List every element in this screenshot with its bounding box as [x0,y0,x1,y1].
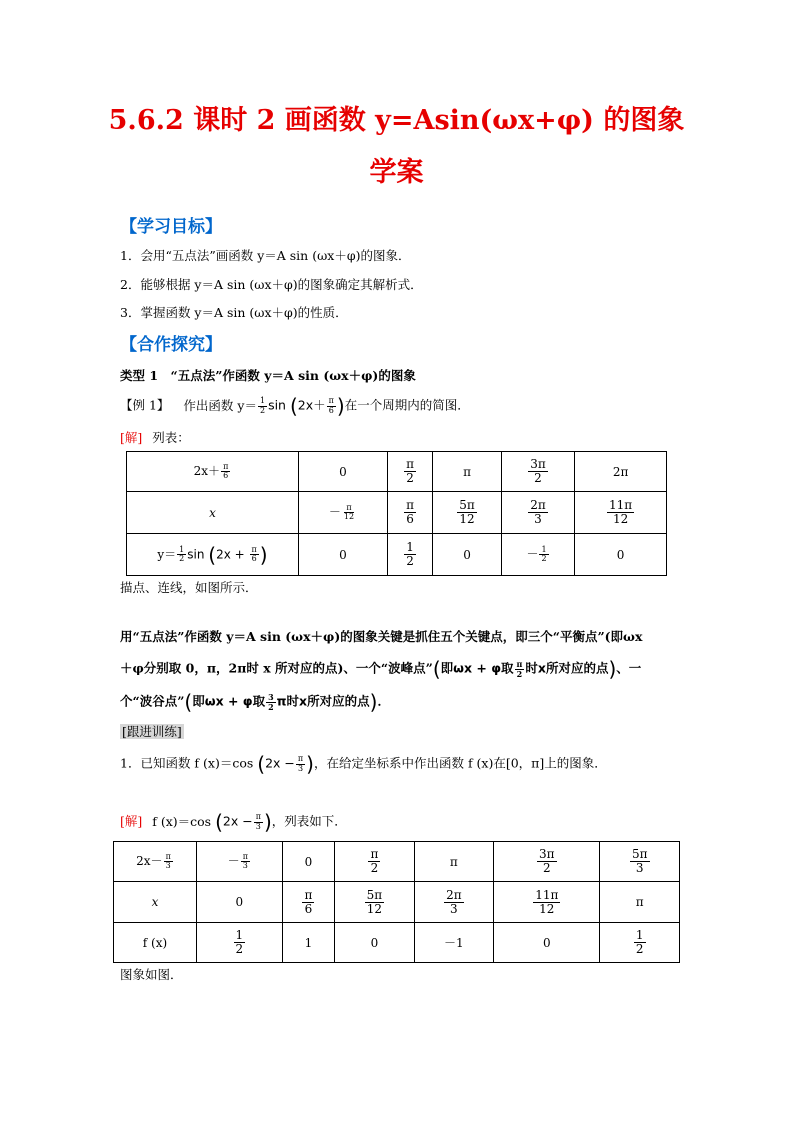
table-cell: 2π [575,452,667,492]
example1-label: 【例 1】 [120,397,170,413]
table-row [127,492,667,534]
table-cell: 0 [299,534,388,576]
example1-coef: $\frac{1}{2}$ [259,396,266,415]
table-cell: 0 [299,452,388,492]
practice-label: [跟进训练] [122,724,182,739]
table-cell: $\frac{\pi}{2}$ [387,452,432,492]
example1-arg: 2x＋ [297,397,326,413]
table-cell: － $\frac{\pi}{12}$ [299,492,388,534]
table-row [127,534,667,576]
table-cell: $\frac{2\pi}{3}$ [501,492,574,534]
table-cell: 1 [282,923,335,963]
example1: 【例 1】 作出函数 y＝ $\frac{1}{2}$ sin (2x＋ $\frac{\pi}{6}$ )在一个周期内的简图． [120,394,470,418]
table-row [114,882,680,923]
table-cell: $\frac{5\pi}{12}$ [433,492,502,534]
goal-item-2: 2．能够根据 y＝A sin (ωx＋φ)的图象确定其解析式． [120,277,423,292]
goal-item-1: 1．会用“五点法”画函数 y＝A sin (ωx＋φ)的图象． [120,248,411,263]
table-cell: π [414,842,493,882]
data-table-1 [126,451,667,576]
table-cell: 0 [433,534,502,576]
after-table1: 描点、连线，如图所示． [120,580,258,595]
table-cell: $\frac{1}{2}$ [387,534,432,576]
example1-sin: sin [268,397,286,413]
table-header-cell: y＝ $\frac{1}{2}$ sin (2x + $\frac{\pi}{6}$ ) [127,534,299,576]
data-table-2 [113,841,680,963]
solution1 [120,428,190,446]
table-cell: $\frac{\pi}{6}$ [282,882,335,923]
table-cell: $\frac{11\pi}{12}$ [494,882,600,923]
table-cell: 0 [197,882,283,923]
table-row [114,923,680,963]
table-cell: 0 [282,842,335,882]
table-cell: 0 [335,923,414,963]
solution1-text: 列表： [152,430,190,445]
example1-text-before: 作出函数 y＝ [183,397,257,413]
key-point-line2: ＋φ分别取 0，π，2π时 x 所对应的点)、一个“波峰点”(即ωx + φ取 $\frac{\pi}{2}$ 时x所对应的点)、一 [120,657,642,681]
example1-arg-frac: $\frac{\pi}{6}$ [328,396,334,415]
table-header-cell: x [127,492,299,534]
table-cell: π [433,452,502,492]
key-point-line3: 个“波谷点”(即ωx + φ取 $\frac{3}{2}$ π时x所对应的点)． [120,690,390,714]
example1-text-after: 在一个周期内的简图． [344,397,470,413]
table-cell: －1 [414,923,493,963]
table-header-cell: x [114,882,197,923]
coop-heading: 【合作探究】 [120,335,222,355]
solution2: [解] f (x)＝cos (2x − $\frac{\pi}{3}$ )，列表如下． [120,810,347,834]
after-table2: 图象如图． [120,967,183,982]
table-cell: $\frac{5\pi}{12}$ [335,882,414,923]
table-cell: － $\frac{1}{2}$ [501,534,574,576]
page-title: 5.6.2 课时 2 画函数 y=Asin(ωx+φ) 的图象 [108,105,685,136]
table-cell: $\frac{2\pi}{3}$ [414,882,493,923]
table-cell: $\frac{3\pi}{2}$ [501,452,574,492]
page-title-line2: 学案 [369,157,424,188]
table-cell: $\frac{\pi}{2}$ [335,842,414,882]
table-cell: 0 [575,534,667,576]
table-header-cell: 2x－ $\frac{\pi}{3}$ [114,842,197,882]
exercise1: 1．已知函数 f (x)＝cos (2x − $\frac{\pi}{3}$ )，在给定坐标系中作出函数 f (x)在[0，π]上的图象． [120,752,607,776]
table-cell: 0 [494,923,600,963]
table-cell: $\frac{\pi}{6}$ [387,492,432,534]
key-point-line1: 用“五点法”作函数 y＝A sin (ωx＋φ)的图象关键是抓住五个关键点，即三个“平衡点”(即ωx [120,629,643,644]
table-cell: $\frac{1}{2}$ [600,923,680,963]
table-cell: － $\frac{\pi}{3}$ [197,842,283,882]
solution-tag: [解] [120,430,143,445]
table-header-cell: 2x＋ $\frac{\pi}{6}$ [127,452,299,492]
table-row [114,842,680,882]
table-cell: $\frac{5\pi}{3}$ [600,842,680,882]
table-cell: $\frac{3\pi}{2}$ [494,842,600,882]
table-header-cell: f (x) [114,923,197,963]
goal-item-3: 3．掌握函数 y＝A sin (ωx＋φ)的性质． [120,305,348,320]
goals-heading: 【学习目标】 [120,217,222,237]
table-cell: π [600,882,680,923]
type1-heading: 类型 1 “五点法”作函数 y＝A sin (ωx＋φ)的图象 [120,368,416,383]
table-row [127,452,667,492]
table-cell: $\frac{1}{2}$ [197,923,283,963]
table-cell: $\frac{11\pi}{12}$ [575,492,667,534]
